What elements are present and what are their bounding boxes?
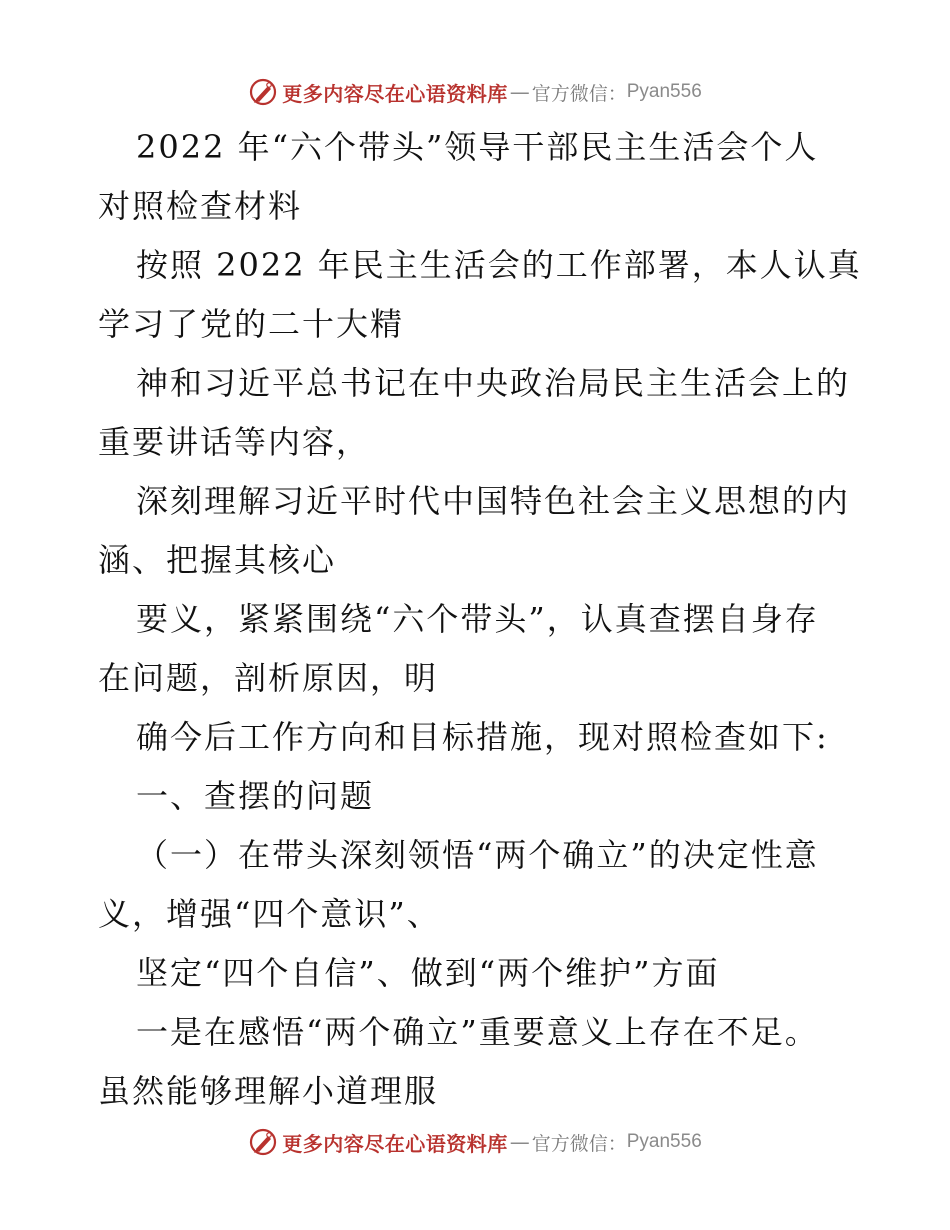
paragraph-line: 神和习近平总书记在中央政治局民主生活会上的 [136,364,851,402]
paragraph-line: 重要讲话等内容， [98,423,371,461]
watermark-label: 官方微信： [531,1132,627,1155]
paragraph-line: 在问题，剖析原因，明 [98,659,439,697]
watermark-handle: Pyan556 [626,1131,702,1152]
paragraph-line: 确今后工作方向和目标措施，现对照检查如下: [136,718,829,756]
paragraph-line: 涵、把握其核心 [98,541,337,579]
paragraph-line: 按照 2022 年民主生活会的工作部署，本人认真 [136,246,862,284]
title-line-2: 对照检查材料 [98,187,303,225]
subsection-heading: （一）在带头深刻领悟“两个确立”的决定性意 [136,836,819,874]
paragraph-line: 要义，紧紧围绕“六个带头”，认真查摆自身存 [136,600,819,638]
paragraph-line: 一是在感悟“两个确立”重要意义上存在不足。 [136,1013,819,1051]
watermark-text: 更多内容尽在心语资料库 [282,81,508,106]
watermark-text: 更多内容尽在心语资料库 [282,1131,508,1156]
paragraph-line: 学习了党的二十大精 [98,305,405,343]
watermark-dash: — [509,80,530,104]
paragraph-line: 深刻理解习近平时代中国特色社会主义思想的内 [136,482,851,520]
pen-logo-icon [248,1127,278,1157]
subsection-heading-cont: 义，增强“四个意识”、 [98,895,441,933]
title-line-1: 2022 年“六个带头”领导干部民主生活会个人 [136,128,819,166]
watermark-handle: Pyan556 [626,81,702,102]
watermark-banner-bottom [0,1122,950,1162]
paragraph-line: 虽然能够理解小道理服 [98,1072,439,1110]
pen-logo-icon [248,77,278,107]
paragraph-line: 坚定“四个自信”、做到“两个维护”方面 [136,954,720,992]
watermark-dash: — [509,1130,530,1154]
document-body [98,118,862,1121]
section-heading: 一、查摆的问题 [136,777,375,815]
watermark-label: 官方微信： [531,82,627,105]
watermark-banner-top [0,72,950,112]
